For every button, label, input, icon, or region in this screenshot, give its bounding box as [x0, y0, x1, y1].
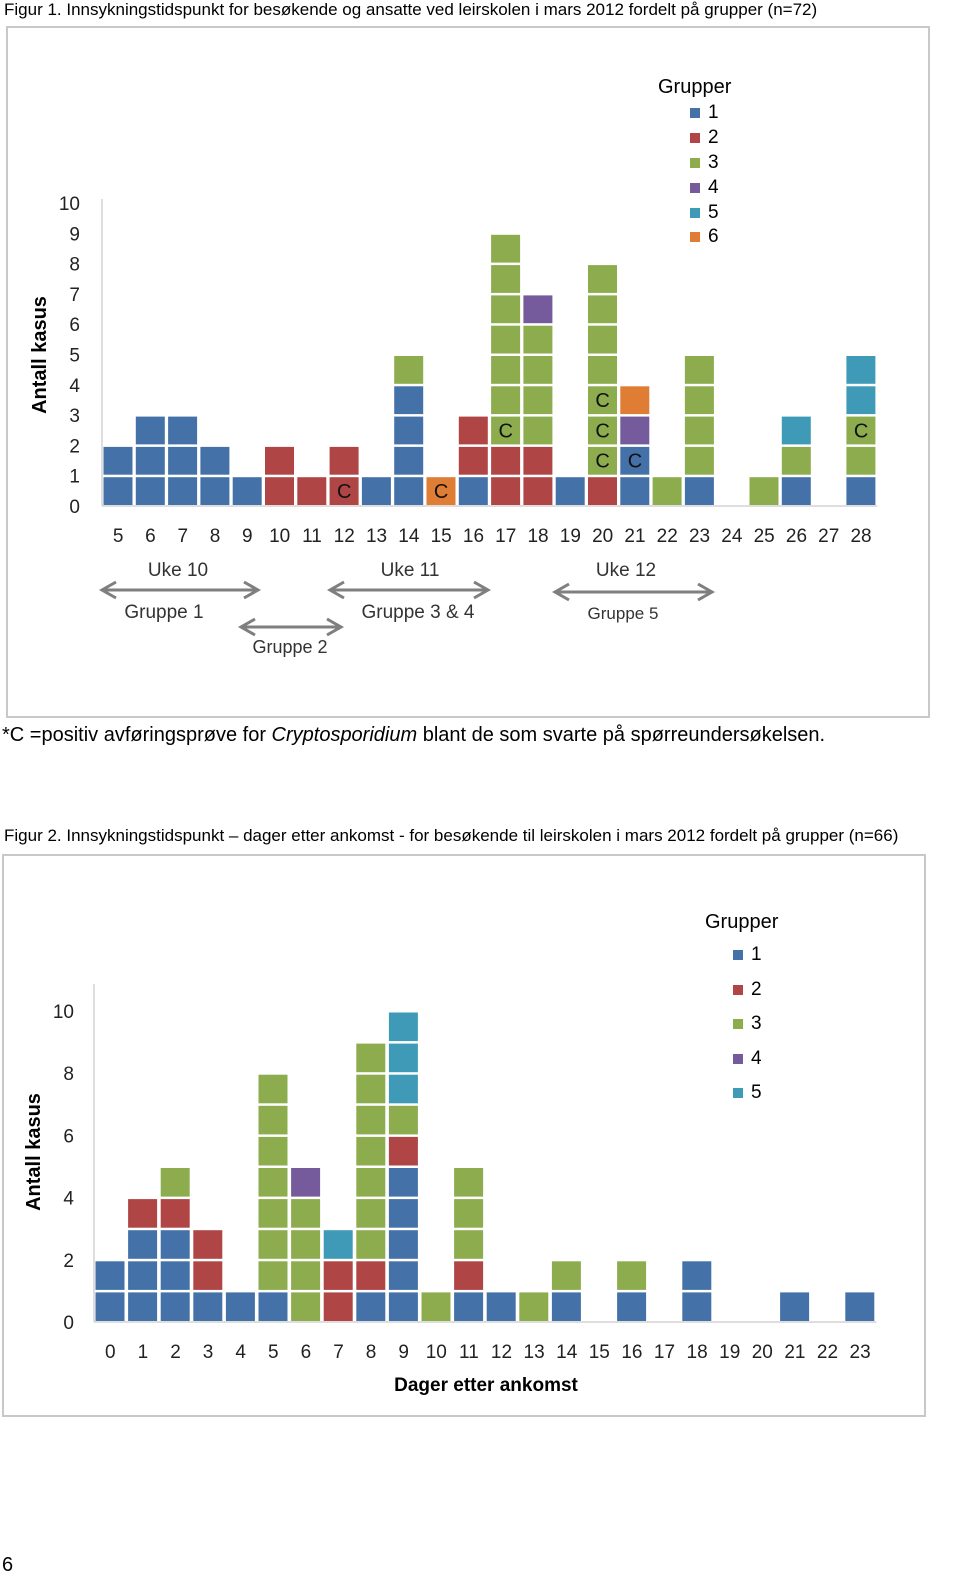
y-tick-label: 2	[69, 436, 80, 458]
group-label-1: Gruppe 1	[124, 602, 204, 623]
c-mark-label: C	[595, 389, 610, 412]
figure-1-legend-label: 2	[708, 127, 719, 149]
x-tick-label: 12	[333, 526, 355, 547]
note-suffix: blant de som svarte på spørreundersøkelsen.	[417, 724, 826, 746]
bar-cell-series-5	[389, 1044, 418, 1073]
bar-cell-series-5	[389, 1013, 418, 1042]
x-tick-label: 19	[719, 1342, 741, 1363]
x-tick-label: 10	[425, 1342, 447, 1363]
bar-cell-series-3	[454, 1199, 483, 1228]
figure-1-caption: Figur 1. Innsykningstidspunkt for besøkende og ansatte ved leirskolen i mars 2012 fordelt på grupper (n=72)	[4, 0, 818, 19]
bar-cell-series-1	[389, 1230, 418, 1259]
bar-cell-series-2	[161, 1199, 190, 1228]
bar-cell-series-2	[324, 1261, 353, 1290]
group-label-2: Gruppe 2	[252, 637, 328, 657]
x-tick-label: 8	[209, 526, 221, 547]
bar-cell-series-3	[519, 1292, 548, 1321]
y-tick-label: 2	[63, 1250, 74, 1272]
x-tick-label: 14	[556, 1342, 578, 1363]
figure-1-legend-label: 3	[708, 151, 719, 173]
figure-2-legend-label: 2	[751, 978, 762, 1000]
x-tick-label: 6	[300, 1342, 312, 1363]
bar-cell-series-1	[389, 1199, 418, 1228]
x-tick-label: 0	[105, 1342, 116, 1363]
x-tick-label: 13	[365, 526, 388, 547]
x-tick-label: 8	[365, 1342, 377, 1363]
c-mark-label: C	[337, 480, 352, 503]
bar-cell-series-1	[96, 1261, 125, 1290]
note-italic: Cryptosporidium	[271, 724, 418, 746]
x-tick-label: 15	[430, 526, 452, 547]
bar-cell-series-1	[389, 1168, 418, 1197]
c-mark-label: C	[627, 450, 643, 473]
bar-cell-series-1	[845, 1292, 874, 1321]
bar-cell-series-3	[259, 1137, 288, 1166]
y-tick-label: 7	[69, 284, 80, 306]
bar-cell-series-4	[291, 1168, 320, 1197]
bar-cell-series-3	[291, 1199, 320, 1228]
x-tick-label: 13	[523, 1342, 545, 1363]
x-tick-label: 23	[688, 526, 711, 547]
bar-cell-series-3	[259, 1168, 288, 1197]
figure-1-legend-label: 5	[708, 201, 719, 223]
x-tick-label: 20	[751, 1342, 773, 1363]
bar-cell-series-1	[161, 1292, 190, 1321]
bar-cell-series-1	[161, 1261, 190, 1290]
y-tick-label: 4	[63, 1188, 74, 1210]
figure-1-legend-title: Grupper	[658, 76, 732, 98]
x-tick-label: 2	[170, 1342, 181, 1363]
y-axis-label: Antall kasus	[29, 296, 51, 414]
bar-cell-series-1	[682, 1261, 711, 1290]
bar-cell-series-2	[356, 1261, 385, 1290]
bar-cell-series-3	[291, 1261, 320, 1290]
bar-cell-series-1	[128, 1230, 157, 1259]
bar-cell-series-3	[259, 1106, 288, 1135]
x-tick-label: 5	[112, 526, 124, 547]
group-label-3-4: Gruppe 3 & 4	[361, 602, 475, 623]
bar-cell-series-3	[356, 1106, 385, 1135]
bar-cell-series-1	[128, 1261, 157, 1290]
bar-cell-series-3	[291, 1230, 320, 1259]
bar-cell-series-3	[356, 1137, 385, 1166]
bar-cell-series-1	[454, 1292, 483, 1321]
group-label-5: Gruppe 5	[587, 604, 659, 623]
bar-cell-series-3	[259, 1261, 288, 1290]
x-tick-label: 3	[202, 1342, 214, 1363]
x-tick-label: 7	[177, 526, 189, 547]
x-tick-label: 21	[624, 526, 646, 547]
x-tick-label: 18	[527, 526, 549, 547]
bar-cell-series-1	[161, 1230, 190, 1259]
x-tick-label: 26	[785, 526, 808, 547]
x-tick-label: 17	[653, 1342, 676, 1363]
x-tick-label: 28	[850, 526, 872, 547]
y-tick-label: 10	[58, 194, 80, 215]
x-tick-label: 10	[269, 526, 291, 547]
bar-cell-series-1	[487, 1292, 516, 1321]
x-tick-label: 12	[490, 1342, 513, 1363]
x-tick-label: 22	[816, 1342, 839, 1363]
bar-cell-series-3	[454, 1168, 483, 1197]
x-tick-label: 5	[268, 1342, 279, 1363]
x-tick-label: 7	[333, 1342, 344, 1363]
x-tick-label: 20	[592, 526, 614, 547]
page-number: 6	[2, 1554, 14, 1576]
y-tick-label: 10	[52, 1002, 74, 1023]
bar-cell-series-3	[356, 1075, 385, 1104]
bar-cell-series-3	[356, 1199, 385, 1228]
bar-cell-series-1	[682, 1292, 711, 1321]
bar-cell-series-2	[389, 1137, 418, 1166]
c-mark-label: C	[595, 450, 610, 473]
x-tick-label: 4	[235, 1342, 246, 1363]
x-tick-label: 11	[302, 526, 322, 547]
bar-cell-series-3	[161, 1168, 190, 1197]
y-tick-label: 6	[63, 1126, 74, 1148]
bar-cell-series-3	[454, 1230, 483, 1259]
y-tick-label: 5	[69, 345, 80, 367]
bar-cell-series-3	[356, 1168, 385, 1197]
bar-cell-series-2	[193, 1261, 222, 1290]
figure-2-legend-label: 3	[751, 1013, 762, 1035]
x-tick-label: 9	[398, 1342, 409, 1363]
figure-2-legend-label: 5	[751, 1082, 762, 1104]
bar-cell-series-3	[259, 1075, 288, 1104]
x-tick-label: 16	[621, 1342, 643, 1363]
x-tick-label: 9	[242, 526, 253, 547]
y-tick-label: 4	[69, 375, 80, 397]
bar-cell-series-1	[617, 1292, 646, 1321]
bar-cell-series-2	[324, 1292, 353, 1321]
note-prefix: *C =positiv avføringsprøve for	[2, 724, 272, 746]
bar-cell-series-1	[193, 1292, 222, 1321]
bar-cell-series-3	[552, 1261, 581, 1290]
bar-cell-series-1	[389, 1292, 418, 1321]
c-mark-label: C	[853, 420, 869, 443]
y-tick-label: 1	[69, 466, 80, 488]
bar-cell-series-3	[356, 1230, 385, 1259]
x-tick-label: 17	[495, 526, 517, 547]
c-mark-label: C	[595, 420, 610, 443]
x-tick-label: 23	[849, 1342, 871, 1363]
bar-cell-series-3	[389, 1106, 418, 1135]
x-tick-label: 6	[145, 526, 156, 547]
x-tick-label: 24	[721, 526, 743, 547]
bar-cell-series-1	[96, 1292, 125, 1321]
bar-cell-series-3	[422, 1292, 451, 1321]
bar-cell-series-3	[259, 1230, 288, 1259]
week-label-10: Uke 10	[147, 560, 209, 581]
week-label-12: Uke 12	[595, 560, 657, 581]
y-tick-label: 6	[69, 315, 80, 337]
c-mark-label: C	[498, 420, 513, 443]
figure-1-legend-label: 6	[708, 226, 719, 248]
y-tick-label: 8	[69, 254, 80, 276]
bar-cell-series-1	[780, 1292, 809, 1321]
x-tick-label: 1	[137, 1342, 149, 1363]
figure-1-legend-label: 1	[708, 102, 719, 124]
figure-2-caption: Figur 2. Innsykningstidspunkt – dager etter ankomst - for besøkende til leirskolen i mars 2012 fordelt på grupper (n=66)	[4, 826, 899, 845]
x-tick-label: 22	[656, 526, 678, 547]
figure-2-legend-label: 1	[751, 944, 762, 966]
x-tick-label: 16	[462, 526, 485, 547]
x-axis-label: Dager etter ankomst	[394, 1375, 578, 1396]
bar-cell-series-3	[291, 1292, 320, 1321]
bar-cell-series-1	[389, 1261, 418, 1290]
x-tick-label: 11	[459, 1342, 479, 1363]
bar-cell-series-1	[356, 1292, 385, 1321]
week-label-11: Uke 11	[380, 560, 440, 581]
x-tick-label: 15	[588, 1342, 610, 1363]
bar-cell-series-3	[617, 1261, 646, 1290]
figure-2-legend-title: Grupper	[705, 911, 779, 933]
x-tick-label: 21	[784, 1342, 806, 1363]
y-axis-label: Antall kasus	[23, 1093, 45, 1211]
y-tick-label: 9	[69, 224, 80, 246]
bar-cell-series-2	[454, 1261, 483, 1290]
y-tick-label: 8	[63, 1064, 74, 1086]
y-tick-label: 0	[63, 1313, 74, 1334]
y-tick-label: 0	[69, 497, 80, 518]
x-tick-label: 25	[753, 526, 775, 547]
bar-cell-series-5	[389, 1075, 418, 1104]
bar-cell-series-1	[226, 1292, 255, 1321]
bar-cell-series-1	[259, 1292, 288, 1321]
c-mark-label: C	[433, 480, 449, 503]
bar-cell-series-2	[193, 1230, 222, 1259]
x-tick-label: 27	[818, 526, 840, 547]
x-tick-label: 19	[559, 526, 581, 547]
y-tick-label: 3	[69, 406, 80, 428]
bar-cell-series-3	[259, 1199, 288, 1228]
figure-1-legend-label: 4	[708, 176, 719, 198]
bar-cell-series-1	[128, 1292, 157, 1321]
bar-cell-series-5	[324, 1230, 353, 1259]
x-tick-label: 14	[398, 526, 420, 547]
x-tick-label: 18	[686, 1342, 708, 1363]
bar-cell-series-1	[552, 1292, 581, 1321]
bar-cell-series-3	[356, 1044, 385, 1073]
figure-2-legend-label: 4	[751, 1047, 762, 1069]
bar-cell-series-2	[128, 1199, 157, 1228]
